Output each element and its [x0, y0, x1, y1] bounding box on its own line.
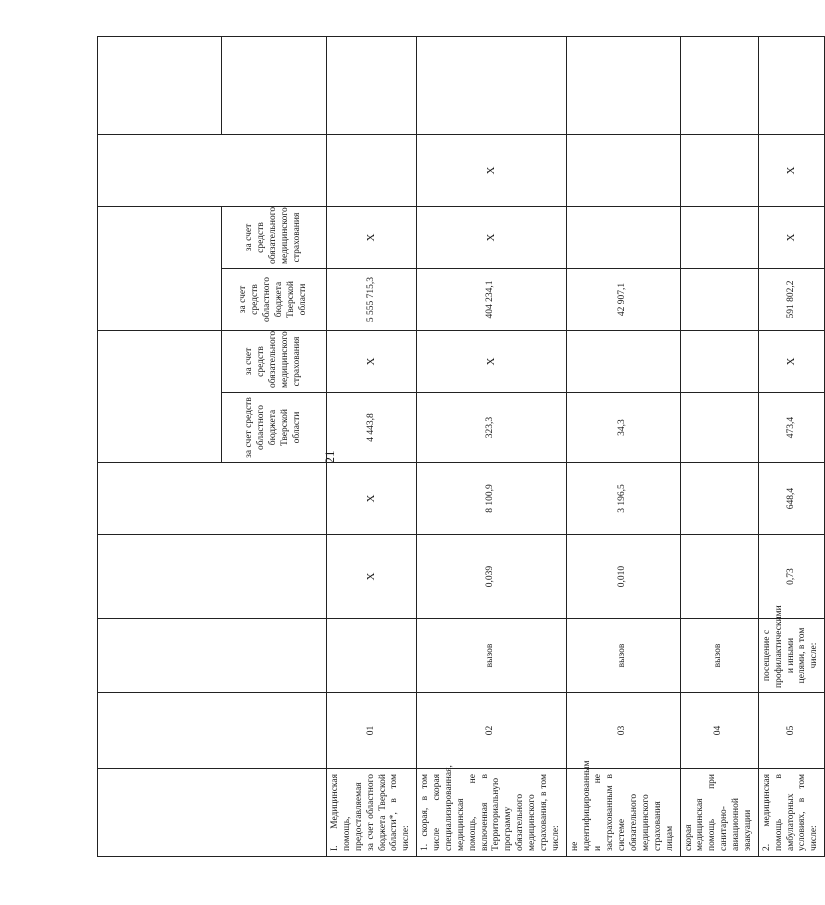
row-per-capita-oms: X: [327, 331, 417, 393]
row-name: не идентифицированным и не застрахованным в системе обязательного медицинского страхования лицам: [566, 769, 680, 857]
row-percent: [566, 135, 680, 207]
header-extra-cell: [98, 37, 222, 135]
row-cost: [680, 463, 758, 535]
row-total-oms: X: [758, 207, 824, 269]
table-row: [417, 37, 567, 857]
row-name: скорая медицинская помощь при санитарно-авиационной эвакуации: [680, 769, 758, 857]
row-total-budget: [680, 269, 758, 331]
row-code: 01: [327, 693, 417, 769]
row-unit: посещение с профилактическими и иными целями, в том числе:: [758, 619, 824, 693]
rotated-table-container: [97, 37, 820, 857]
row-total-oms: X: [417, 207, 567, 269]
row-total-budget: 591 802,2: [758, 269, 824, 331]
row-code: 02: [417, 693, 567, 769]
row-per-capita-budget: 473,4: [758, 393, 824, 463]
row-percent: [680, 135, 758, 207]
row-per-capita-oms: X: [417, 331, 567, 393]
row-per-capita-oms: X: [758, 331, 824, 393]
header-unit-cell: [98, 619, 327, 693]
row-total-budget: 5 555 715,3: [327, 269, 417, 331]
row-cost: X: [327, 463, 417, 535]
subheader-per-capita-oms: за счет средств обязательного медицинского страхования: [222, 331, 327, 393]
row-total-oms: [680, 207, 758, 269]
header-per-capita-group: [98, 331, 222, 463]
page-number: 21: [322, 450, 337, 464]
row-unit: вызов: [417, 619, 567, 693]
row-total-budget: 42 907,1: [566, 269, 680, 331]
table-row: [758, 37, 824, 857]
subheader-extra-cell: [222, 37, 327, 135]
row-name: I. Медицинская помощь, предоставляемая за счет областного бюджета Тверской области*, в том числе:: [327, 769, 417, 857]
table-row: [566, 37, 680, 857]
subheader-per-capita-budget: за счет средств областного бюджета Тверской области: [222, 393, 327, 463]
row-per-capita-budget: 34,3: [566, 393, 680, 463]
row-volume: [680, 535, 758, 619]
header-name-cell: [98, 769, 327, 857]
row-name: 1. скорая, в том числе скорая специализированная, медицинская помощь, не включенная в Территориальную программу обязательного медицинского страхования, в том числе:: [417, 769, 567, 857]
row-per-capita-budget: [680, 393, 758, 463]
row-cost: 648,4: [758, 463, 824, 535]
header-percent-cell: [98, 135, 327, 207]
row-percent: X: [758, 135, 824, 207]
row-percent: X: [417, 135, 567, 207]
subheader-total-oms: за счет средств обязательного медицинского страхования: [222, 207, 327, 269]
row-volume: 0,73: [758, 535, 824, 619]
row-cost: 3 196,5: [566, 463, 680, 535]
row-extra-cell: [417, 37, 567, 135]
row-unit: вызов: [566, 619, 680, 693]
row-per-capita-oms: [566, 331, 680, 393]
row-total-oms: [566, 207, 680, 269]
header-volume-cell: [98, 535, 327, 619]
row-volume: 0,039: [417, 535, 567, 619]
territorial-program-table: [97, 36, 825, 857]
table-row: [327, 37, 417, 857]
row-code: 05: [758, 693, 824, 769]
row-code: 03: [566, 693, 680, 769]
row-volume: 0,010: [566, 535, 680, 619]
header-total-group: [98, 207, 222, 331]
row-unit: вызов: [680, 619, 758, 693]
row-total-budget: 404 234,1: [417, 269, 567, 331]
row-extra-cell: [566, 37, 680, 135]
row-per-capita-budget: 4 443,8: [327, 393, 417, 463]
row-unit: [327, 619, 417, 693]
row-extra-cell: [327, 37, 417, 135]
header-code-cell: [98, 693, 327, 769]
row-per-capita-oms: [680, 331, 758, 393]
row-extra-cell: [680, 37, 758, 135]
row-code: 04: [680, 693, 758, 769]
row-total-oms: X: [327, 207, 417, 269]
row-extra-cell: [758, 37, 824, 135]
subheader-total-budget: за счет средств областного бюджета Тверской области: [222, 269, 327, 331]
row-volume: X: [327, 535, 417, 619]
table-row: [680, 37, 758, 857]
header-cost-cell: [98, 463, 327, 535]
row-cost: 8 100,9: [417, 463, 567, 535]
row-percent: [327, 135, 417, 207]
row-per-capita-budget: 323,3: [417, 393, 567, 463]
row-name: 2. медицинская помощь в амбулаторных условиях, в том числе:: [758, 769, 824, 857]
